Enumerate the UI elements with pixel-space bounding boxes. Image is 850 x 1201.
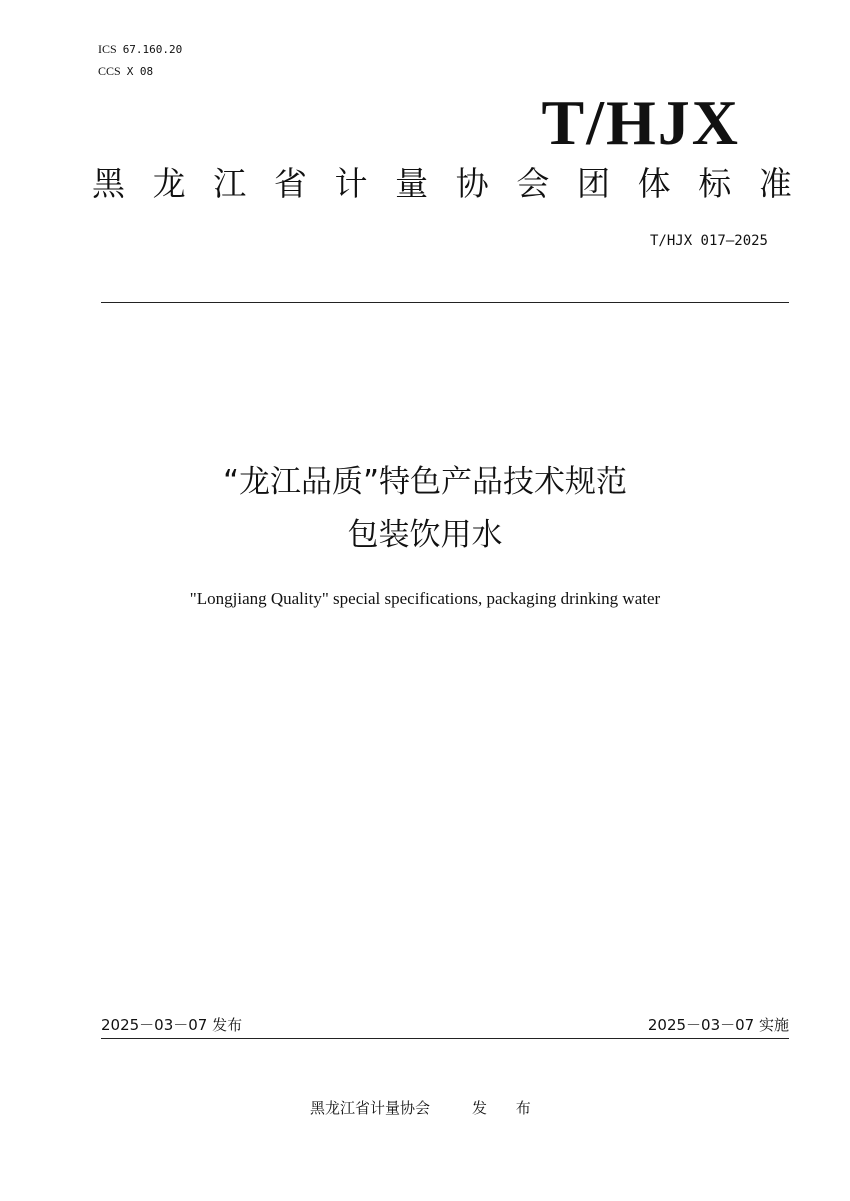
- standard-type-char: 量: [395, 164, 429, 203]
- standard-type-char: 江: [213, 164, 247, 203]
- standard-type-char: 黑: [92, 164, 125, 203]
- standard-logo: T/HJX: [541, 87, 740, 158]
- title-chinese-line-1: “龙江品质”特色产品技术规范: [222, 464, 628, 500]
- header-divider: [101, 302, 789, 303]
- ics-label: ICS: [98, 42, 117, 56]
- publisher-line: [310, 1097, 543, 1119]
- ccs-code: [98, 64, 153, 79]
- standard-type-char: 准: [758, 164, 792, 203]
- implementation-date: 2025－03－07 实施: [647, 1016, 789, 1034]
- title-chinese-line-2: 包装饮用水: [347, 517, 503, 553]
- publish-action: 发 布: [472, 1099, 543, 1117]
- standard-type-char: 会: [516, 164, 550, 203]
- footer-divider: [101, 1038, 789, 1039]
- ccs-value: X 08: [126, 65, 154, 78]
- ics-value: 67.160.20: [122, 43, 183, 56]
- standard-type-char: 省: [273, 164, 307, 203]
- ccs-label: CCS: [98, 64, 121, 78]
- standard-number: T/HJX 017—2025: [649, 233, 768, 249]
- standard-type-char: 体: [637, 164, 671, 203]
- standard-type-char: 协: [455, 164, 489, 203]
- publisher-name: 黑龙江省计量协会: [310, 1099, 431, 1117]
- ics-code: [98, 42, 182, 57]
- standard-type-char: 团: [577, 164, 610, 203]
- title-english: "Longjiang Quality" special specifications, packaging drinking water: [189, 589, 661, 608]
- standard-type-title: [92, 162, 792, 206]
- standard-type-char: 龙: [152, 164, 186, 203]
- standard-type-char: 计: [334, 164, 368, 203]
- issue-date: 2025－03－07 发布: [101, 1016, 243, 1034]
- standard-type-char: 标: [698, 164, 732, 203]
